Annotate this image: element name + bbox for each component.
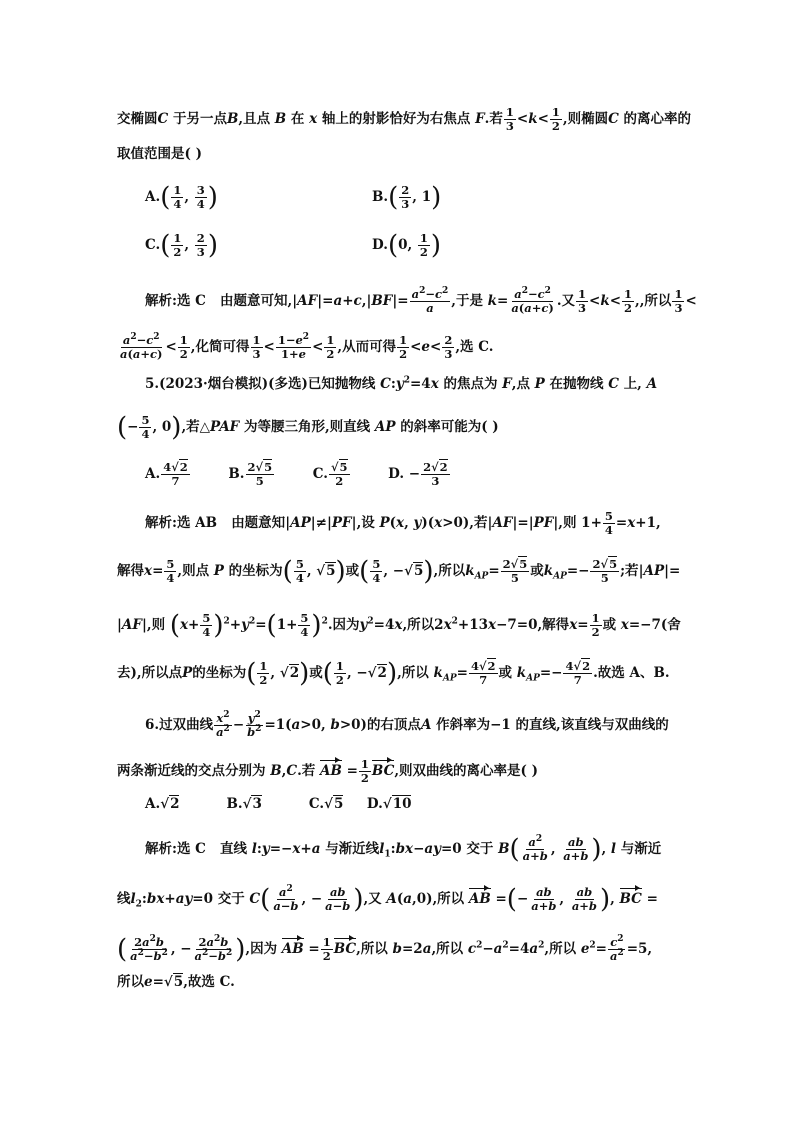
problem6-line2: 两条渐近线的交点分别为 B,C.若 AB = $\frac{1}{2}$ BC,则双曲线的离心率是( ) — [117, 757, 538, 785]
solution6-line1: 解析:选 C 直线 l:y=−x+a 与渐近线$l_1:bx-ay=0$ 交于 B( $\frac{a^2}{a+b}$ , $\frac{ab}{a+b}$ ), l 与渐近 — [145, 834, 662, 865]
solution4-line2: $\frac{a^2-c^2}{a(a+c)}$ < $\frac{1}{2}$ ,化简可得 $\frac{1}{3}$ < $\frac{1-e^2}{1+e}$ < $\frac{1}{2}$ ,从而可得 $\frac{1}{2}$ <e< $\frac{2}{3}$ ,选 C. — [120, 332, 494, 361]
solution6-line2: 线$l_2:bx+ay=0$ 交于 C( $\frac{a^2}{a-b}$ , − $\frac{ab}{a-b}$ ),又 A(a,0),所以 AB =(− $\frac{ab}{a+b}$ , $\frac{ab}{a+b}$ ), BC = — [117, 884, 658, 915]
option6-row: A.√2 B.√3 C.√5 D.√10 — [145, 796, 412, 812]
problem5-line1: 5.(2023·烟台模拟)(多选)已知抛物线 $C:y^2=4x$ 的焦点为 F,点 P 在抛物线 C 上, A — [145, 375, 658, 392]
solution4-line1: 解析:选 C 由题意可知,|AF|=a+c,|BF|= $\frac{a^2-c^2}{a}$ ,于是 k= $\frac{a^2-c^2}{a(a+c)}$ .又 $\frac{1}{3}$ <k< $\frac{1}{2}$ ,,所以 $\frac{1}{3}$ < — [145, 286, 697, 315]
solution6-line4: 所以e=√5,故选 C. — [117, 974, 235, 990]
solution5-line3: |AF|,则 (x+ $\frac{5}{4}$ )$^2+y^2=(1+$ $\frac{5}{4}$ )$^2$.因为$y^2=4x$,所以$2x^2+13x-7=0$,解得x= $\frac{1}{2}$ 或 x=−7(舍 — [117, 610, 681, 641]
problem4-continuation: 交椭圆C 于另一点B,且点 B 在 x 轴上的射影恰好为右焦点 F.若 $\frac{1}{3}$ <k< $\frac{1}{2}$ ,则椭圆C 的离心率的 — [117, 105, 692, 133]
problem6-line1: 6.过双曲线 $\frac{x^2}{a^2}$ − $\frac{y^2}{b^2}$ =1(a>0, b>0)的右顶点A 作斜率为−1 的直线,该直线与双曲线的 — [145, 710, 669, 739]
option-b: B.( $\frac{2}{3}$ , 1) — [372, 182, 442, 213]
option-a: A.( $\frac{1}{4}$ , $\frac{3}{4}$ ) — [145, 182, 218, 213]
option5-row: A. $\frac{4√2}{7}$ B. $\frac{2√5}{5}$ C. $\frac{√5}{2}$ D. − $\frac{2√2}{3}$ — [145, 460, 448, 488]
solution5-line1: 解析:选 AB 由题意知|AP|≠|PF|,设 P(x, y)(x>0),若|AF|=|PF|,则 1+ $\frac{5}{4}$ =x+1, — [145, 509, 661, 537]
solution5-line2: 解得x= $\frac{5}{4}$ ,则点 P 的坐标为( $\frac{5}{4}$ , √5)或( $\frac{5}{4}$ , −√5),所以$k_{AP}=$ $\frac{2√5}{5}$ 或$k_{AP}=-$ $\frac{2√5}{5}$ ;若|AP|= — [117, 556, 681, 587]
solution6-line3: ( $\frac{2a^2b}{a^2-b^2}$ , − $\frac{2a^2b}{a^2-b^2}$ ),因为 AB = $\frac{1}{2}$ BC,所以 b=2a,所以 $c^2-a^2=4a^2$,所以 $e^2=$ $\frac{c^2}{a^2}$ =5, — [117, 934, 653, 965]
solution5-line4: 去),所以点P的坐标为( $\frac{1}{2}$ , √2)或( $\frac{1}{2}$ , −√2),所以 $k_{AP}=$ $\frac{4√2}{7}$ 或 $k_{AP}=-$ $\frac{4√2}{7}$ .故选 A、B. — [117, 658, 670, 689]
problem4-question: 取值范围是( ) — [117, 146, 202, 162]
problem5-line2: (− $\frac{5}{4}$ , 0),若△PAF 为等腰三角形,则直线 AP 的斜率可能为( ) — [117, 412, 499, 443]
option-c: C.( $\frac{1}{2}$ , $\frac{2}{3}$ ) — [145, 230, 218, 261]
option-d: D.(0, $\frac{1}{2}$ ) — [372, 230, 442, 261]
